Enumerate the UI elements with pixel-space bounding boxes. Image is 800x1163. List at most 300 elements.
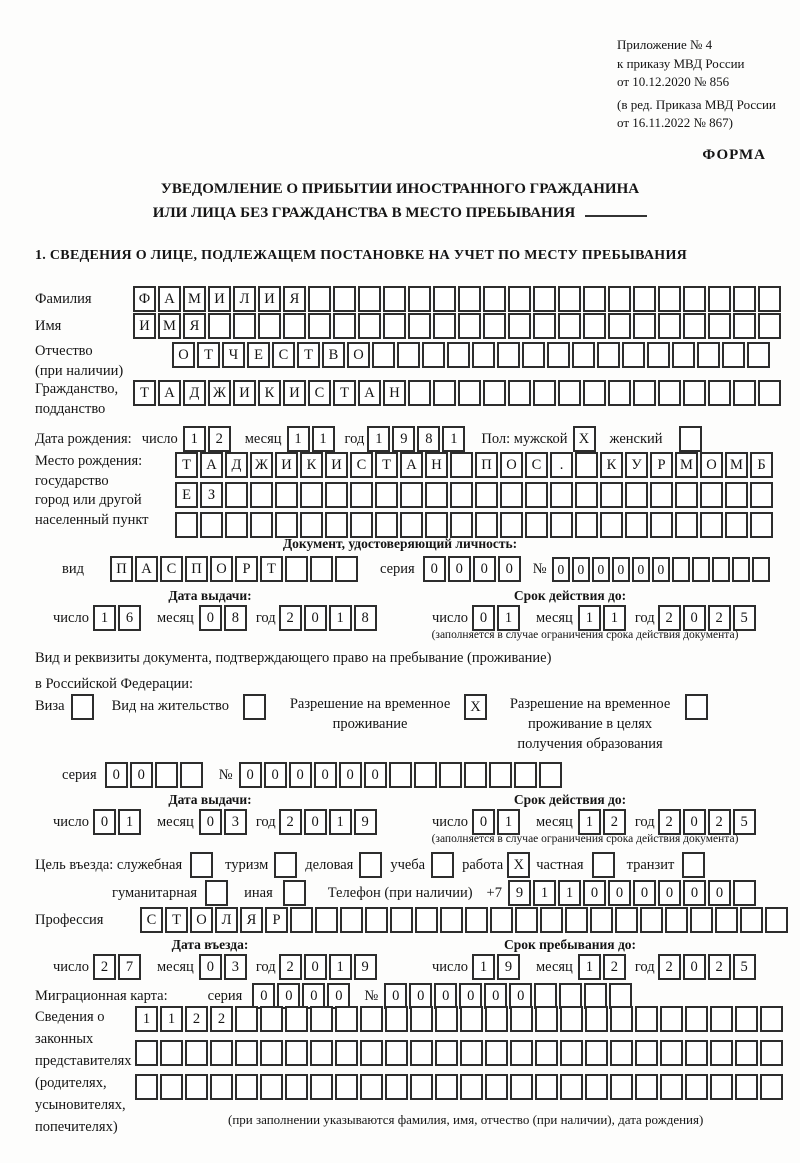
char-cell[interactable] [440, 907, 463, 933]
purpose-business-cell[interactable] [359, 852, 382, 878]
char-cell[interactable] [608, 313, 631, 339]
char-cell[interactable] [422, 342, 445, 368]
char-cell[interactable]: И [258, 286, 281, 312]
char-cell[interactable]: Т [297, 342, 320, 368]
char-cell[interactable]: 5 [733, 809, 756, 835]
char-cell[interactable] [310, 1040, 333, 1066]
char-cell[interactable] [400, 482, 423, 508]
char-cell[interactable] [310, 1074, 333, 1100]
char-cell[interactable]: 9 [392, 426, 415, 452]
char-cell[interactable]: И [133, 313, 156, 339]
char-cell[interactable]: 0 [199, 954, 222, 980]
char-cell[interactable]: 0 [277, 983, 300, 1009]
char-cell[interactable]: 0 [498, 556, 521, 582]
char-cell[interactable] [258, 313, 281, 339]
char-cell[interactable]: 1 [93, 605, 116, 631]
char-cell[interactable] [450, 512, 473, 538]
char-cell[interactable] [447, 342, 470, 368]
char-cell[interactable] [180, 762, 203, 788]
char-cell[interactable]: 0 [708, 880, 731, 906]
char-cell[interactable] [535, 1074, 558, 1100]
char-cell[interactable] [489, 762, 512, 788]
char-cell[interactable]: 2 [603, 954, 626, 980]
char-cell[interactable] [497, 342, 520, 368]
char-cell[interactable] [672, 557, 691, 582]
char-cell[interactable] [383, 286, 406, 312]
char-cell[interactable] [708, 313, 731, 339]
char-cell[interactable] [383, 313, 406, 339]
char-cell[interactable] [700, 482, 723, 508]
char-cell[interactable]: Т [333, 380, 356, 406]
char-cell[interactable] [585, 1006, 608, 1032]
char-cell[interactable] [647, 342, 670, 368]
char-cell[interactable]: 0 [304, 954, 327, 980]
char-cell[interactable] [260, 1074, 283, 1100]
char-cell[interactable] [710, 1074, 733, 1100]
char-cell[interactable]: 1 [287, 426, 310, 452]
char-cell[interactable] [310, 1006, 333, 1032]
char-cell[interactable] [300, 482, 323, 508]
char-cell[interactable] [415, 907, 438, 933]
char-cell[interactable]: Р [265, 907, 288, 933]
char-cell[interactable]: А [135, 556, 158, 582]
char-cell[interactable] [615, 907, 638, 933]
char-cell[interactable]: 0 [105, 762, 128, 788]
char-cell[interactable] [360, 1006, 383, 1032]
char-cell[interactable] [758, 313, 781, 339]
char-cell[interactable]: Р [235, 556, 258, 582]
char-cell[interactable]: Л [215, 907, 238, 933]
char-cell[interactable]: Д [183, 380, 206, 406]
char-cell[interactable] [635, 1006, 658, 1032]
char-cell[interactable] [735, 1040, 758, 1066]
char-cell[interactable] [752, 557, 771, 582]
char-cell[interactable] [635, 1040, 658, 1066]
char-cell[interactable] [475, 482, 498, 508]
char-cell[interactable] [408, 380, 431, 406]
char-cell[interactable] [572, 342, 595, 368]
char-cell[interactable] [514, 762, 537, 788]
char-cell[interactable] [458, 286, 481, 312]
char-cell[interactable]: А [200, 452, 223, 478]
char-cell[interactable] [460, 1040, 483, 1066]
char-cell[interactable] [585, 1040, 608, 1066]
char-cell[interactable]: О [210, 556, 233, 582]
char-cell[interactable] [460, 1006, 483, 1032]
char-cell[interactable]: 0 [683, 605, 706, 631]
char-cell[interactable]: И [208, 286, 231, 312]
char-cell[interactable] [747, 342, 770, 368]
char-cell[interactable]: 3 [224, 954, 247, 980]
purpose-transit-cell[interactable] [682, 852, 705, 878]
char-cell[interactable]: 0 [304, 809, 327, 835]
char-cell[interactable]: А [400, 452, 423, 478]
char-cell[interactable]: 0 [384, 983, 407, 1009]
char-cell[interactable] [683, 286, 706, 312]
char-cell[interactable]: 1 [578, 605, 601, 631]
char-cell[interactable] [389, 762, 412, 788]
char-cell[interactable] [533, 380, 556, 406]
char-cell[interactable]: Т [260, 556, 283, 582]
char-cell[interactable]: 1 [497, 605, 520, 631]
char-cell[interactable]: П [185, 556, 208, 582]
char-cell[interactable]: К [600, 452, 623, 478]
char-cell[interactable]: Т [197, 342, 220, 368]
char-cell[interactable] [585, 1074, 608, 1100]
char-cell[interactable]: 0 [302, 983, 325, 1009]
char-cell[interactable] [260, 1040, 283, 1066]
char-cell[interactable]: 0 [327, 983, 350, 1009]
char-cell[interactable] [675, 512, 698, 538]
char-cell[interactable]: 2 [208, 426, 231, 452]
char-cell[interactable] [539, 762, 562, 788]
char-cell[interactable] [283, 313, 306, 339]
char-cell[interactable] [725, 512, 748, 538]
char-cell[interactable] [550, 482, 573, 508]
char-cell[interactable] [575, 512, 598, 538]
char-cell[interactable]: М [183, 286, 206, 312]
char-cell[interactable]: 0 [608, 880, 631, 906]
char-cell[interactable] [697, 342, 720, 368]
char-cell[interactable] [360, 1074, 383, 1100]
char-cell[interactable] [692, 557, 711, 582]
char-cell[interactable]: 1 [160, 1006, 183, 1032]
char-cell[interactable]: М [675, 452, 698, 478]
char-cell[interactable] [650, 512, 673, 538]
char-cell[interactable]: 0 [509, 983, 532, 1009]
char-cell[interactable]: 0 [339, 762, 362, 788]
char-cell[interactable]: 2 [708, 954, 731, 980]
char-cell[interactable] [765, 907, 788, 933]
char-cell[interactable] [358, 286, 381, 312]
char-cell[interactable]: 1 [533, 880, 556, 906]
char-cell[interactable]: Н [383, 380, 406, 406]
char-cell[interactable]: К [258, 380, 281, 406]
char-cell[interactable]: 2 [185, 1006, 208, 1032]
char-cell[interactable]: 1 [603, 605, 626, 631]
char-cell[interactable] [385, 1074, 408, 1100]
char-cell[interactable] [750, 512, 773, 538]
char-cell[interactable]: С [350, 452, 373, 478]
char-cell[interactable] [658, 380, 681, 406]
char-cell[interactable]: А [158, 380, 181, 406]
char-cell[interactable] [175, 512, 198, 538]
char-cell[interactable] [433, 380, 456, 406]
char-cell[interactable]: 0 [632, 557, 651, 582]
char-cell[interactable]: 1 [135, 1006, 158, 1032]
char-cell[interactable] [758, 380, 781, 406]
char-cell[interactable] [660, 1074, 683, 1100]
char-cell[interactable] [690, 907, 713, 933]
char-cell[interactable] [333, 286, 356, 312]
char-cell[interactable] [465, 907, 488, 933]
char-cell[interactable] [300, 512, 323, 538]
char-cell[interactable] [683, 313, 706, 339]
char-cell[interactable] [185, 1040, 208, 1066]
char-cell[interactable] [450, 452, 473, 478]
char-cell[interactable]: С [272, 342, 295, 368]
char-cell[interactable] [335, 1006, 358, 1032]
char-cell[interactable] [610, 1074, 633, 1100]
char-cell[interactable] [535, 1006, 558, 1032]
char-cell[interactable]: К [300, 452, 323, 478]
char-cell[interactable] [458, 313, 481, 339]
char-cell[interactable] [425, 482, 448, 508]
char-cell[interactable]: 0 [683, 809, 706, 835]
char-cell[interactable] [410, 1006, 433, 1032]
char-cell[interactable] [685, 1006, 708, 1032]
residence-permit-checkbox-cell[interactable] [243, 694, 266, 720]
char-cell[interactable]: 0 [252, 983, 275, 1009]
char-cell[interactable]: Б [750, 452, 773, 478]
char-cell[interactable] [732, 557, 751, 582]
char-cell[interactable] [560, 1074, 583, 1100]
char-cell[interactable] [733, 313, 756, 339]
char-cell[interactable] [597, 342, 620, 368]
char-cell[interactable]: Ж [250, 452, 273, 478]
char-cell[interactable] [358, 313, 381, 339]
char-cell[interactable] [372, 342, 395, 368]
char-cell[interactable] [210, 1040, 233, 1066]
char-cell[interactable] [472, 342, 495, 368]
char-cell[interactable] [558, 380, 581, 406]
char-cell[interactable] [510, 1074, 533, 1100]
char-cell[interactable] [575, 452, 598, 478]
char-cell[interactable] [522, 342, 545, 368]
char-cell[interactable] [235, 1040, 258, 1066]
char-cell[interactable]: 9 [508, 880, 531, 906]
char-cell[interactable]: 2 [658, 809, 681, 835]
char-cell[interactable]: О [347, 342, 370, 368]
char-cell[interactable] [533, 313, 556, 339]
char-cell[interactable]: 2 [279, 605, 302, 631]
char-cell[interactable]: 5 [733, 954, 756, 980]
char-cell[interactable] [385, 1006, 408, 1032]
char-cell[interactable] [365, 907, 388, 933]
char-cell[interactable] [225, 482, 248, 508]
char-cell[interactable] [733, 880, 756, 906]
char-cell[interactable]: 2 [603, 809, 626, 835]
char-cell[interactable] [760, 1074, 783, 1100]
char-cell[interactable]: 2 [708, 809, 731, 835]
char-cell[interactable]: 0 [199, 809, 222, 835]
char-cell[interactable]: 0 [434, 983, 457, 1009]
char-cell[interactable]: 2 [658, 605, 681, 631]
char-cell[interactable]: 0 [683, 954, 706, 980]
char-cell[interactable] [515, 907, 538, 933]
char-cell[interactable] [310, 556, 333, 582]
char-cell[interactable]: 0 [314, 762, 337, 788]
char-cell[interactable]: 0 [472, 605, 495, 631]
char-cell[interactable]: 3 [224, 809, 247, 835]
char-cell[interactable]: 1 [329, 809, 352, 835]
char-cell[interactable]: М [158, 313, 181, 339]
purpose-study-cell[interactable] [431, 852, 454, 878]
char-cell[interactable] [535, 1040, 558, 1066]
char-cell[interactable]: 0 [612, 557, 631, 582]
char-cell[interactable] [260, 1006, 283, 1032]
char-cell[interactable] [685, 1074, 708, 1100]
char-cell[interactable] [155, 762, 178, 788]
char-cell[interactable]: И [283, 380, 306, 406]
char-cell[interactable] [160, 1040, 183, 1066]
char-cell[interactable] [735, 1074, 758, 1100]
char-cell[interactable] [308, 313, 331, 339]
char-cell[interactable] [485, 1074, 508, 1100]
char-cell[interactable] [740, 907, 763, 933]
char-cell[interactable]: Е [247, 342, 270, 368]
char-cell[interactable]: 0 [130, 762, 153, 788]
char-cell[interactable] [410, 1074, 433, 1100]
char-cell[interactable] [683, 380, 706, 406]
char-cell[interactable] [335, 1040, 358, 1066]
char-cell[interactable] [340, 907, 363, 933]
male-checkbox-cell[interactable]: X [573, 426, 596, 452]
char-cell[interactable] [625, 512, 648, 538]
char-cell[interactable]: 2 [210, 1006, 233, 1032]
char-cell[interactable] [385, 1040, 408, 1066]
char-cell[interactable] [450, 482, 473, 508]
char-cell[interactable]: С [160, 556, 183, 582]
char-cell[interactable] [708, 380, 731, 406]
char-cell[interactable] [558, 286, 581, 312]
char-cell[interactable] [660, 1040, 683, 1066]
char-cell[interactable]: 2 [279, 809, 302, 835]
char-cell[interactable] [485, 1006, 508, 1032]
char-cell[interactable] [414, 762, 437, 788]
char-cell[interactable] [560, 1006, 583, 1032]
purpose-private-cell[interactable] [592, 852, 615, 878]
char-cell[interactable] [208, 313, 231, 339]
char-cell[interactable]: З [200, 482, 223, 508]
char-cell[interactable] [700, 512, 723, 538]
edu-permit-checkbox-cell[interactable] [685, 694, 708, 720]
char-cell[interactable] [710, 1040, 733, 1066]
char-cell[interactable] [235, 1006, 258, 1032]
char-cell[interactable] [390, 907, 413, 933]
char-cell[interactable]: И [233, 380, 256, 406]
char-cell[interactable]: 0 [448, 556, 471, 582]
char-cell[interactable]: А [158, 286, 181, 312]
char-cell[interactable] [722, 342, 745, 368]
char-cell[interactable]: Т [133, 380, 156, 406]
char-cell[interactable] [533, 286, 556, 312]
char-cell[interactable]: Д [225, 452, 248, 478]
char-cell[interactable]: 6 [118, 605, 141, 631]
char-cell[interactable]: 0 [572, 557, 591, 582]
char-cell[interactable] [410, 1040, 433, 1066]
char-cell[interactable]: 0 [592, 557, 611, 582]
char-cell[interactable] [490, 907, 513, 933]
char-cell[interactable]: А [358, 380, 381, 406]
char-cell[interactable] [633, 286, 656, 312]
char-cell[interactable] [660, 1006, 683, 1032]
char-cell[interactable] [325, 512, 348, 538]
char-cell[interactable] [610, 1006, 633, 1032]
char-cell[interactable] [583, 380, 606, 406]
char-cell[interactable] [583, 286, 606, 312]
char-cell[interactable]: У [625, 452, 648, 478]
purpose-official-cell[interactable] [190, 852, 213, 878]
char-cell[interactable] [500, 512, 523, 538]
visa-checkbox-cell[interactable] [71, 694, 94, 720]
char-cell[interactable]: 0 [289, 762, 312, 788]
char-cell[interactable] [483, 286, 506, 312]
char-cell[interactable] [625, 482, 648, 508]
char-cell[interactable]: О [700, 452, 723, 478]
char-cell[interactable] [525, 482, 548, 508]
char-cell[interactable]: Ч [222, 342, 245, 368]
char-cell[interactable]: Т [165, 907, 188, 933]
char-cell[interactable]: 0 [93, 809, 116, 835]
char-cell[interactable]: 7 [118, 954, 141, 980]
char-cell[interactable] [308, 286, 331, 312]
char-cell[interactable]: Ж [208, 380, 231, 406]
char-cell[interactable] [225, 512, 248, 538]
char-cell[interactable]: 8 [354, 605, 377, 631]
char-cell[interactable]: Т [175, 452, 198, 478]
char-cell[interactable] [458, 380, 481, 406]
purpose-other-cell[interactable] [283, 880, 306, 906]
char-cell[interactable]: 0 [199, 605, 222, 631]
char-cell[interactable]: 9 [354, 954, 377, 980]
female-checkbox-cell[interactable] [679, 426, 702, 452]
char-cell[interactable] [210, 1074, 233, 1100]
char-cell[interactable]: 2 [708, 605, 731, 631]
char-cell[interactable]: 0 [459, 983, 482, 1009]
char-cell[interactable] [633, 380, 656, 406]
temp-permit-checkbox-cell[interactable]: X [464, 694, 487, 720]
char-cell[interactable]: 0 [239, 762, 262, 788]
char-cell[interactable]: 0 [583, 880, 606, 906]
char-cell[interactable] [408, 313, 431, 339]
char-cell[interactable]: 1 [442, 426, 465, 452]
char-cell[interactable]: Л [233, 286, 256, 312]
char-cell[interactable] [525, 512, 548, 538]
char-cell[interactable]: Е [175, 482, 198, 508]
char-cell[interactable] [715, 907, 738, 933]
char-cell[interactable]: 8 [224, 605, 247, 631]
char-cell[interactable]: 0 [409, 983, 432, 1009]
char-cell[interactable] [135, 1074, 158, 1100]
char-cell[interactable]: 5 [733, 605, 756, 631]
char-cell[interactable]: 2 [93, 954, 116, 980]
char-cell[interactable]: 0 [364, 762, 387, 788]
char-cell[interactable] [508, 286, 531, 312]
char-cell[interactable] [435, 1006, 458, 1032]
char-cell[interactable]: С [140, 907, 163, 933]
char-cell[interactable] [600, 512, 623, 538]
char-cell[interactable] [622, 342, 645, 368]
char-cell[interactable] [750, 482, 773, 508]
char-cell[interactable] [710, 1006, 733, 1032]
char-cell[interactable] [610, 1040, 633, 1066]
char-cell[interactable] [460, 1074, 483, 1100]
char-cell[interactable] [185, 1074, 208, 1100]
char-cell[interactable] [508, 313, 531, 339]
char-cell[interactable] [565, 907, 588, 933]
char-cell[interactable]: 1 [558, 880, 581, 906]
char-cell[interactable] [540, 907, 563, 933]
char-cell[interactable] [250, 512, 273, 538]
char-cell[interactable]: М [725, 452, 748, 478]
char-cell[interactable] [435, 1040, 458, 1066]
char-cell[interactable] [510, 1006, 533, 1032]
char-cell[interactable] [290, 907, 313, 933]
char-cell[interactable]: С [308, 380, 331, 406]
purpose-work-cell[interactable]: X [507, 852, 530, 878]
char-cell[interactable] [760, 1040, 783, 1066]
